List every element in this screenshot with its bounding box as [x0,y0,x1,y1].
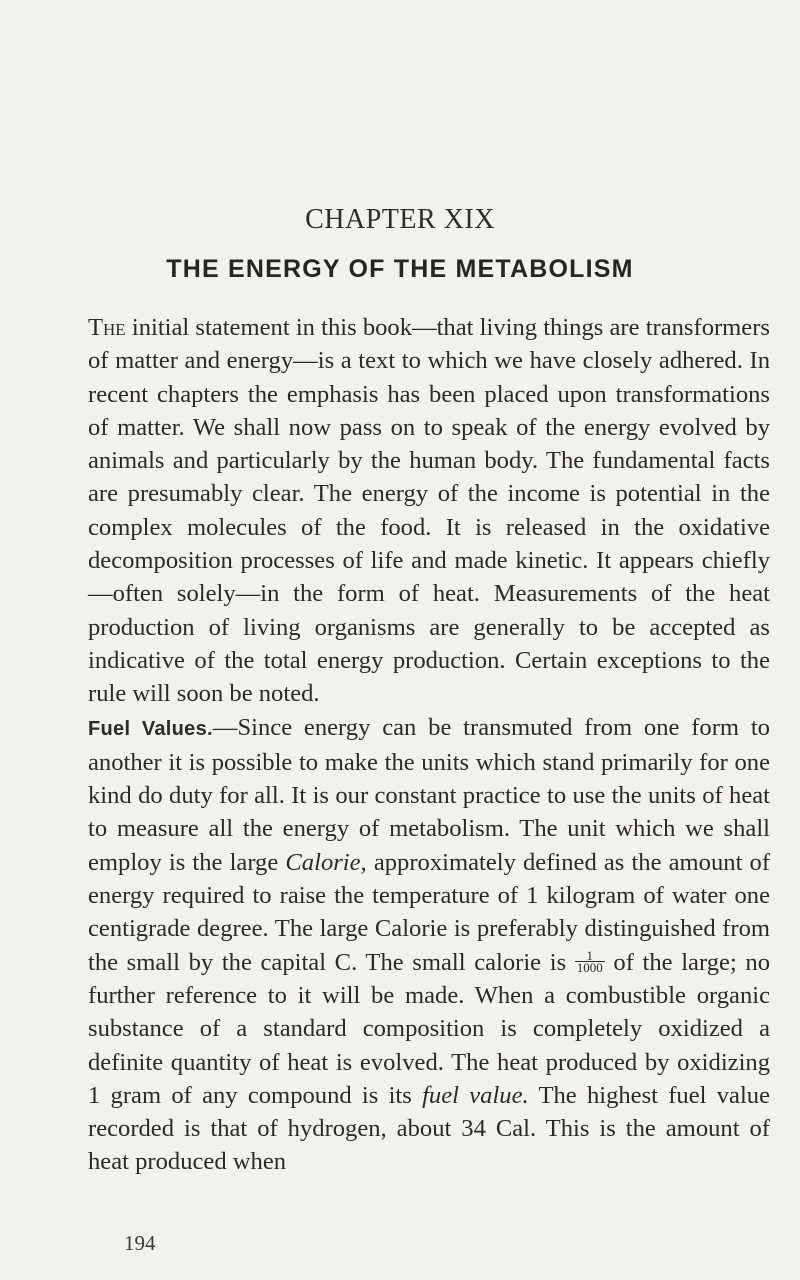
chapter-label: CHAPTER XIX [305,204,495,235]
paragraph-intro-text: initial statement in this book—that living things are transformers of matter and energy—is a text to which we have closely adhered. In recent chapters the emphasis has been placed upon transformations of matter. We shall now pass on to speak of the energy evolved by animals and particularly by the human body. The fundamental facts are presumably clear. The energy of the income is potential in the complex molecules of the food. It is released in the oxidative decomposition processes of life and made kinetic. It appears chiefly—often solely—in the form of heat. Measurements of the heat production of living organisms are generally to be accepted as indicative of the total energy production. Certain exceptions to the rule will soon be noted. [88,314,770,708]
body-text [88,311,770,1179]
fraction [575,947,605,975]
paragraph-fuel-values [88,711,770,1179]
term-fuel-value: fuel value. [422,1081,529,1109]
paragraph-intro [88,311,770,711]
fuel-values-text-d: The highest fuel value recorded is that of hydrogen, about 34 Cal. This is the amount of heat produced when [88,1081,770,1176]
paragraph-lead-word: The [88,314,126,341]
fuel-values-text-b: approximately defined as the amount of energy required to raise the temperature of 1 kilogram of water one centigrade degree. The large Calorie is preferably distinguished from the small by the capital C. The small calorie is [88,848,771,976]
page-number: 194 [124,1231,156,1255]
fraction-denominator: 1000 [576,959,603,975]
fraction-numerator: 1 [575,950,605,962]
chapter-title: THE ENERGY OF THE METABOLISM [166,255,634,283]
fuel-values-text-c: of the large; no further reference to it will be made. When a combustible organic substance of a standard composition is completely oxidized a definite quantity of heat is evolved. The heat produced by oxidizing 1 gram of any compound is its [88,948,770,1109]
fuel-values-text-a: —Since energy can be transmuted from one form to another it is possible to make the units which stand primarily for one kind do duty for all. It is our constant practice to use the units of heat to measure all the energy of metabolism. The unit which we shall employ is the large [88,713,770,876]
term-calorie: Calorie, [285,848,367,876]
run-in-heading: Fuel Values. [88,717,213,740]
